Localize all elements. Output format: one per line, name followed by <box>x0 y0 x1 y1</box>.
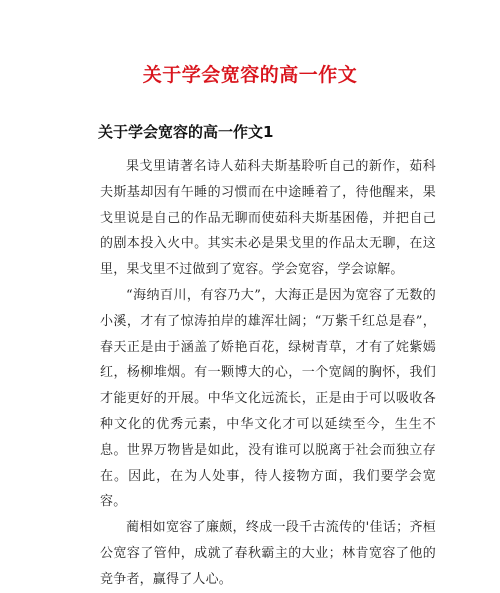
document-title: 关于学会宽容的高一作文 <box>142 64 358 86</box>
paragraph-3: 蔺相如宽容了廉颇，终成一段千古流传的'佳话；齐桓公宽容了管仲，成就了春秋霸主的大业；林肯宽容了他的竞争者，赢得了人心。 <box>100 520 436 587</box>
paragraph-2: “海纳百川，有容乃大”，大海正是因为宽容了无数的小溪，才有了惊涛拍岸的雄浑壮阔；“万紫千红总是春”，春天正是由于涵盖了娇艳百花，绿树青草，才有了姹紫嫣红，杨柳堆烟。有一颗博大的心，一个宽阔的胸怀，我们才能更好的开展。中华文化远流长，正是由于可以吸收各种文化的优秀元素，中华文化才可以延续至今，生生不息。世界万物皆是如此，没有谁可以脱离于社会而独立存在。因此，在为人处事，待人接物方面，我们要学会宽容。 <box>100 287 436 510</box>
section-heading: 关于学会宽容的高一作文1 <box>98 123 274 141</box>
paragraph-1: 果戈里请著名诗人茹科夫斯基聆听自己的新作，茹科夫斯基却因有午睡的习惯而在中途睡着了，待他醒来，果戈里说是自己的作品无聊而使茹科夫斯基困倦，并把自己的剧本投入火中。其实未必是果戈里的作品太无聊，在这里，果戈里不过做到了宽容。学会宽容，学会谅解。 <box>100 159 436 278</box>
article-body <box>100 154 436 593</box>
